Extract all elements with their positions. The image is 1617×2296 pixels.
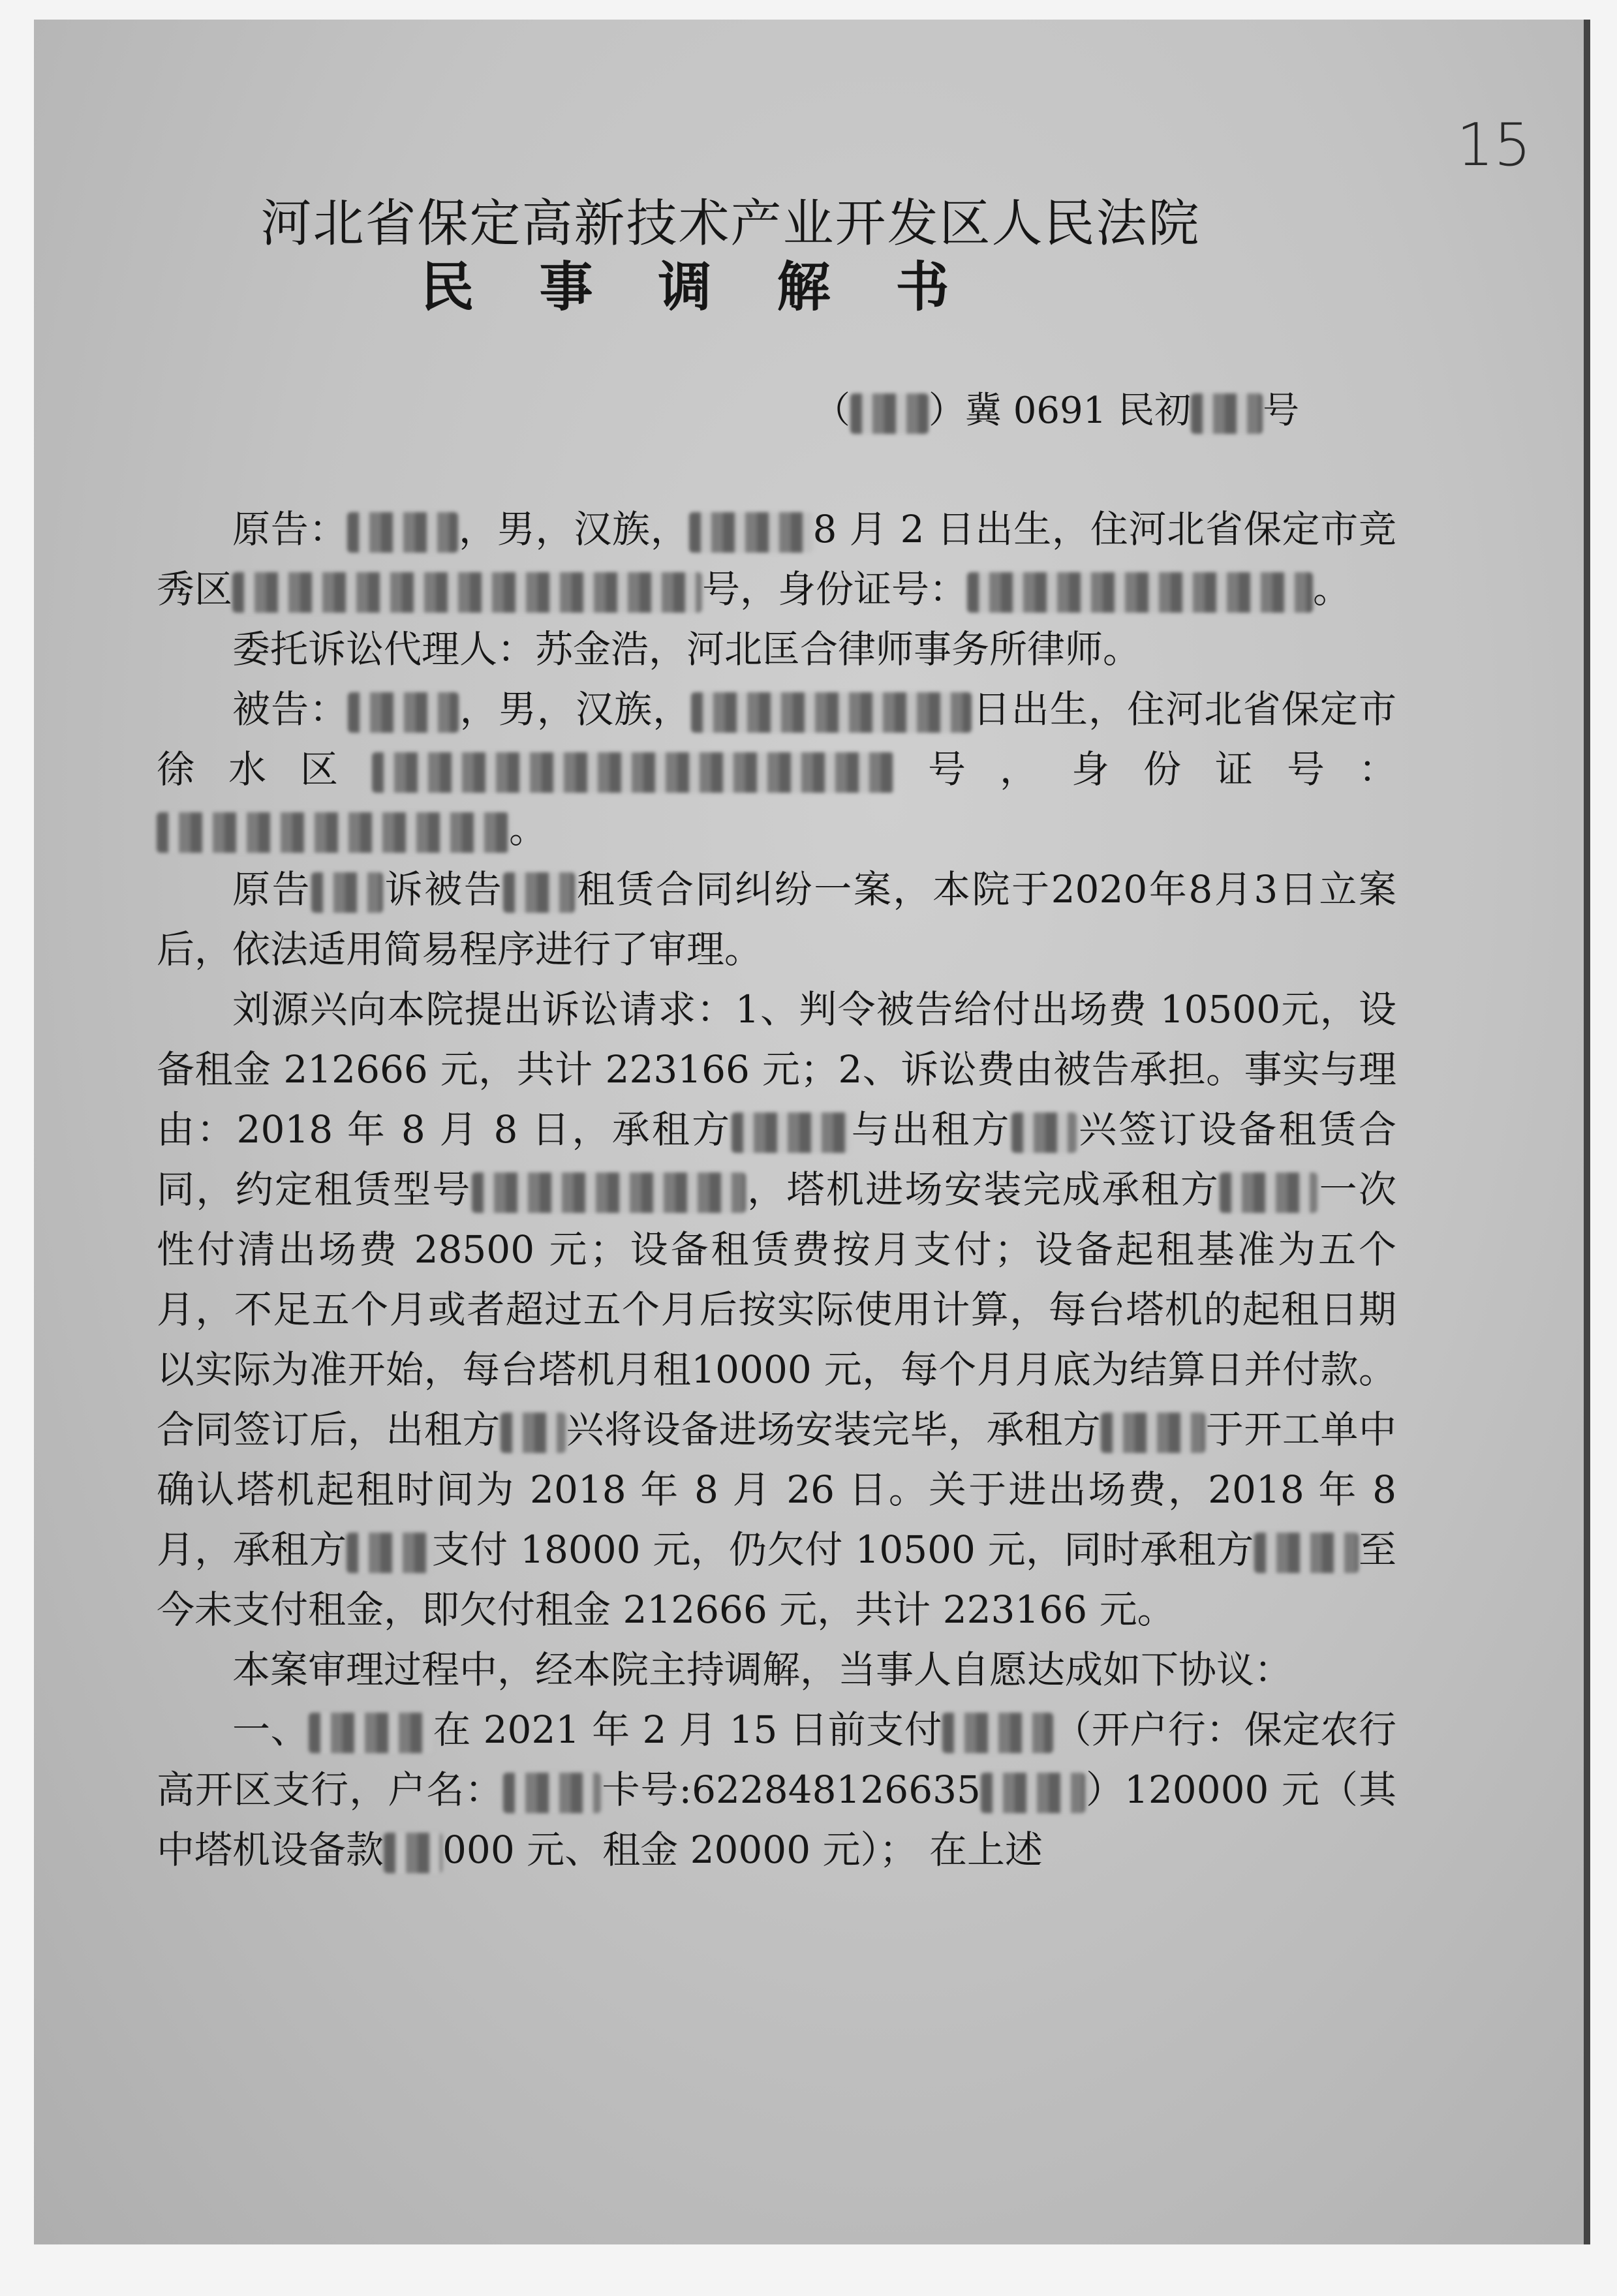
redacted-amount — [384, 1833, 442, 1873]
text-run: ，男，汉族， — [458, 507, 689, 551]
plaintiff-paragraph — [157, 499, 1396, 619]
redacted-name — [346, 1533, 431, 1573]
text-run: 原告： — [232, 507, 348, 551]
text-run: 原告 — [232, 867, 312, 911]
text-run: 至今未支付租金，即欠付租金 212666 元，共计 223166 元。 — [157, 1527, 1396, 1632]
text-run: 兴签订设备租赁合同，约定租赁型号 — [157, 1107, 1396, 1212]
text-run: 支付 18000 元，仍欠付 10500 元，同时承租方 — [431, 1527, 1254, 1572]
claims-paragraph — [157, 979, 1396, 1640]
text-run: ，塔机进场安装完成承租方 — [745, 1167, 1220, 1212]
redacted-address — [232, 572, 702, 613]
redacted-name — [1254, 1533, 1359, 1573]
redacted-card-digits — [981, 1773, 1085, 1813]
text-run: ）120000 元（其中塔机设备款 — [157, 1768, 1396, 1872]
text-run: （开户行：保定农行高开区支行，户名： — [157, 1707, 1396, 1812]
redacted-name — [503, 872, 575, 913]
text-run: 被告： — [232, 687, 348, 731]
document-title: 民事调解书 — [420, 256, 1015, 318]
redacted-name — [348, 692, 459, 733]
text-run: 000 元、租金 20000 元）； 在上述 — [442, 1828, 1043, 1872]
redacted-name — [1101, 1413, 1205, 1453]
case-number-middle: ）冀 0691 民初 — [929, 390, 1192, 432]
text-run: 号，身份证号： — [702, 567, 968, 611]
agreement-item-1 — [157, 1700, 1396, 1880]
redacted-name — [942, 1713, 1053, 1753]
redacted-id-number — [157, 812, 509, 853]
handwritten-page-number: 15 — [1456, 111, 1532, 179]
defendant-paragraph — [157, 679, 1396, 859]
text-run: 诉被告 — [383, 867, 504, 911]
document-body — [157, 499, 1396, 1880]
redacted-name — [501, 1413, 566, 1453]
redacted-account-name — [503, 1773, 601, 1813]
redacted-model — [472, 1172, 746, 1213]
redacted-name — [1220, 1172, 1317, 1213]
text-run: 。 — [509, 807, 547, 851]
text-run: 兴将设备进场安装完毕，承租方 — [565, 1407, 1101, 1452]
redacted-year — [850, 393, 929, 434]
text-run: 8 月 2 日出生，住河北省保定市竞秀区 — [157, 507, 1396, 611]
redacted-name — [1011, 1112, 1077, 1153]
text-run: ，男，汉族， — [459, 687, 692, 731]
redacted-birth-year — [689, 512, 813, 553]
case-number-suffix: 号 — [1263, 390, 1300, 432]
redacted-name — [309, 1713, 433, 1753]
redacted-name — [311, 872, 383, 913]
text-run: 卡号:622848126635 — [601, 1768, 981, 1812]
redacted-case-id — [1191, 393, 1263, 434]
redacted-name — [347, 512, 458, 553]
court-name: 河北省保定高新技术产业开发区人民法院 — [260, 194, 1201, 253]
document-sheet — [34, 20, 1590, 2244]
case-intro-paragraph — [157, 859, 1396, 979]
text-run: 与出租方 — [849, 1107, 1011, 1152]
redacted-birth-date — [691, 692, 972, 733]
case-number — [814, 382, 1299, 434]
redacted-name — [732, 1112, 849, 1153]
mediation-paragraph: 本案审理过程中，经本院主持调解，当事人自愿达成如下协议： — [232, 1647, 1293, 1692]
text-run: 刘源兴向本院提出诉讼请求：1、判令被告给付出场费 10500元，设备租金 212666 元，共计 223166 元；2、诉讼费由被告承担。事实与理由：2018 年 8 月 8 日，承租方 — [157, 987, 1396, 1152]
text-run: 在 2021 年 2 月 15 日前支付 — [432, 1707, 942, 1752]
case-number-prefix: （ — [814, 390, 850, 432]
text-run: 租赁合同纠纷一案，本院于2020年8月3日立案后，依法适用简易程序进行了审理。 — [157, 867, 1396, 972]
redacted-address — [372, 752, 894, 793]
agent-paragraph: 委托诉讼代理人：苏金浩，河北匡合律师事务所律师。 — [232, 627, 1141, 671]
text-run: 。 — [1313, 567, 1351, 611]
text-run: 日出生，住河北省保定市徐水区 — [157, 687, 1396, 791]
text-run: 一、 — [232, 1707, 309, 1752]
text-run: 号，身份证号： — [894, 747, 1396, 791]
text-run: 于开工单中确认塔机起租时间为 2018 年 8 月 26 日。关于进出场费，2018 年 8 月，承租方 — [157, 1407, 1396, 1572]
text-run: 一次性付清出场费 28500 元；设备租赁费按月支付；设备起租基准为五个月，不足五个月或者超过五个月后按实际使用计算，每台塔机的起租日期以实际为准开始，每台塔机月租10000 元，每个月月底为结算日并付款。合同签订后，出租方 — [157, 1167, 1396, 1452]
redacted-id-number — [967, 572, 1313, 613]
